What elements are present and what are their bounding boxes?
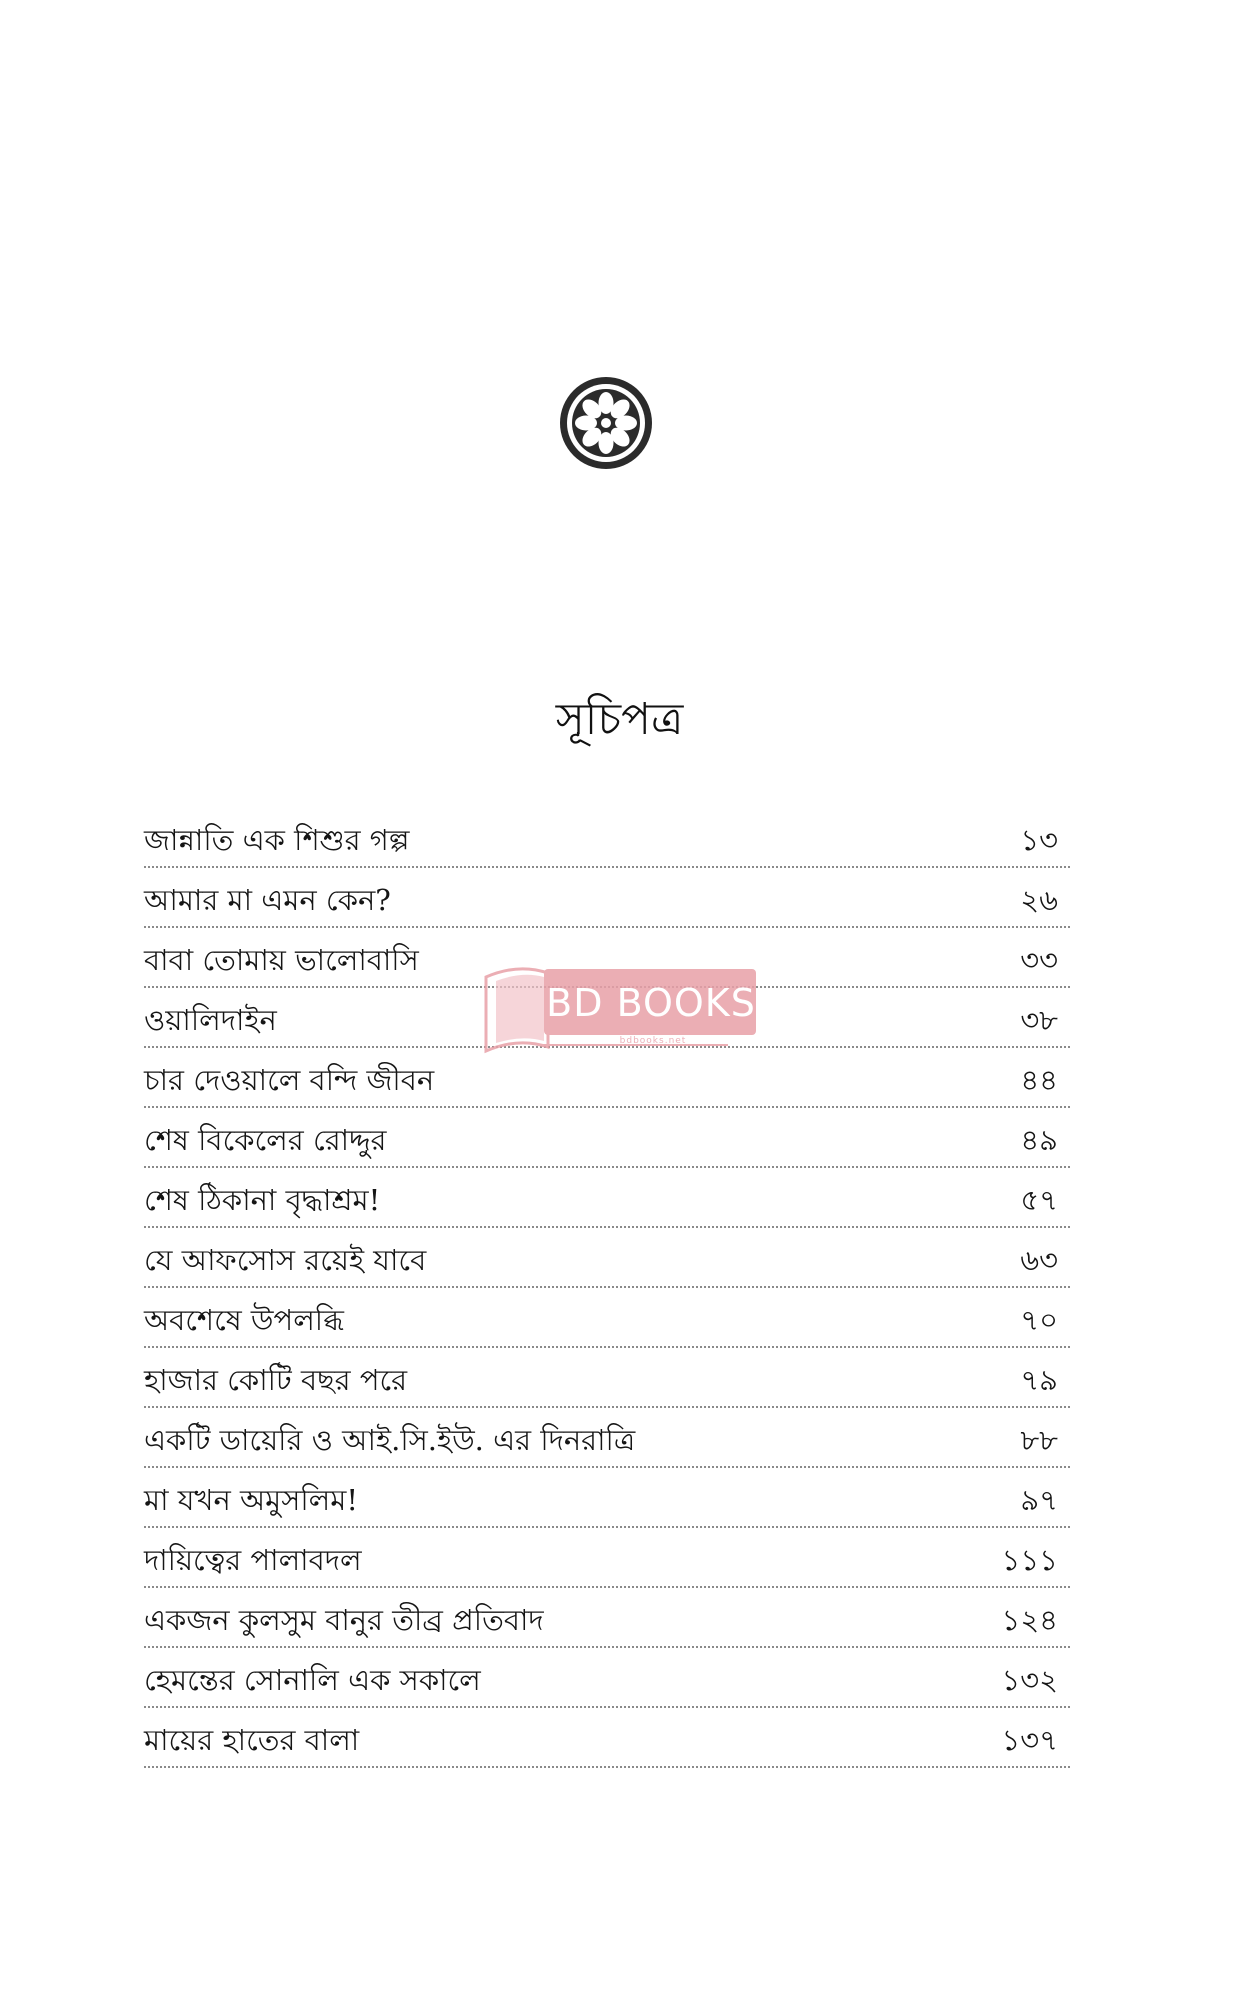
- toc-entry: [144, 1168, 1070, 1228]
- toc-entry: [144, 1468, 1070, 1528]
- toc-entry-title: ওয়ালিদাইন: [144, 1003, 277, 1037]
- toc-entry-page-number: ৪৪: [1020, 1063, 1058, 1097]
- toc-entry: [144, 1108, 1070, 1168]
- toc-entry-title: শেষ বিকেলের রোদ্দুর: [144, 1123, 387, 1157]
- toc-entry-title: মায়ের হাতের বালা: [144, 1723, 360, 1757]
- toc-entry: [144, 1408, 1070, 1468]
- toc-entry-title: শেষ ঠিকানা বৃদ্ধাশ্রম!: [144, 1183, 381, 1217]
- toc-title: সূচিপত্র: [555, 694, 684, 745]
- toc-entry: [144, 1348, 1070, 1408]
- watermark: [478, 955, 768, 1060]
- flower-wheel-icon: [558, 375, 654, 471]
- toc-entry-title: দায়িত্বের পালাবদল: [144, 1543, 362, 1577]
- toc-entry-page-number: ৭৯: [1020, 1363, 1058, 1397]
- toc-entry: [144, 1528, 1070, 1588]
- toc-entry-title: একজন কুলসুম বানুর তীব্র প্রতিবাদ: [144, 1603, 544, 1637]
- toc-entry-title: অবশেষে উপলব্ধি: [144, 1303, 344, 1337]
- toc-entry-page-number: ৫৭: [1020, 1183, 1058, 1217]
- watermark-sub-label: bdbooks.net: [619, 1036, 687, 1046]
- toc-entry: [144, 808, 1070, 868]
- toc-entry-page-number: ৮৮: [1020, 1423, 1058, 1457]
- toc-entry-title: চার দেওয়ালে বন্দি জীবন: [144, 1063, 435, 1097]
- toc-entry-title: আমার মা এমন কেন?: [144, 883, 391, 917]
- toc-entry-page-number: ৬৩: [1020, 1243, 1058, 1277]
- toc-entry-page-number: ১৩৭: [1001, 1723, 1058, 1757]
- toc-entry-page-number: ৩৮: [1020, 1003, 1058, 1037]
- toc-entry: [144, 1228, 1070, 1288]
- toc-entry: [144, 1288, 1070, 1348]
- toc-list: [144, 808, 1070, 1768]
- toc-entry-page-number: ৪৯: [1020, 1123, 1058, 1157]
- toc-entry-page-number: ১২৪: [1001, 1603, 1058, 1637]
- toc-entry-title: মা যখন অমুসলিম!: [144, 1483, 359, 1517]
- toc-entry-page-number: ১৩২: [1001, 1663, 1058, 1697]
- toc-entry-page-number: ১৩: [1020, 823, 1058, 857]
- toc-entry-page-number: ১১১: [1001, 1543, 1058, 1577]
- toc-entry-page-number: ৯৭: [1020, 1483, 1058, 1517]
- toc-entry-title: যে আফসোস রয়েই যাবে: [144, 1243, 427, 1277]
- toc-entry-page-number: ২৬: [1020, 883, 1058, 917]
- toc-entry-title: জান্নাতি এক শিশুর গল্প: [144, 823, 410, 857]
- toc-entry-title: একটি ডায়েরি ও আই.সি.ইউ. এর দিনরাত্রি: [144, 1423, 636, 1457]
- toc-entry-title: বাবা তোমায় ভালোবাসি: [144, 943, 419, 977]
- toc-entry-title: হাজার কোটি বছর পরে: [144, 1363, 408, 1397]
- toc-entry: [144, 1588, 1070, 1648]
- toc-entry: [144, 1648, 1070, 1708]
- toc-entry-page-number: ৩৩: [1020, 943, 1058, 977]
- toc-entry: [144, 868, 1070, 928]
- toc-entry-title: হেমন্তের সোনালি এক সকালে: [144, 1663, 481, 1697]
- watermark-label: BD BOOKS: [546, 981, 756, 1025]
- toc-entry-page-number: ৭০: [1020, 1303, 1058, 1337]
- toc-entry: [144, 1708, 1070, 1768]
